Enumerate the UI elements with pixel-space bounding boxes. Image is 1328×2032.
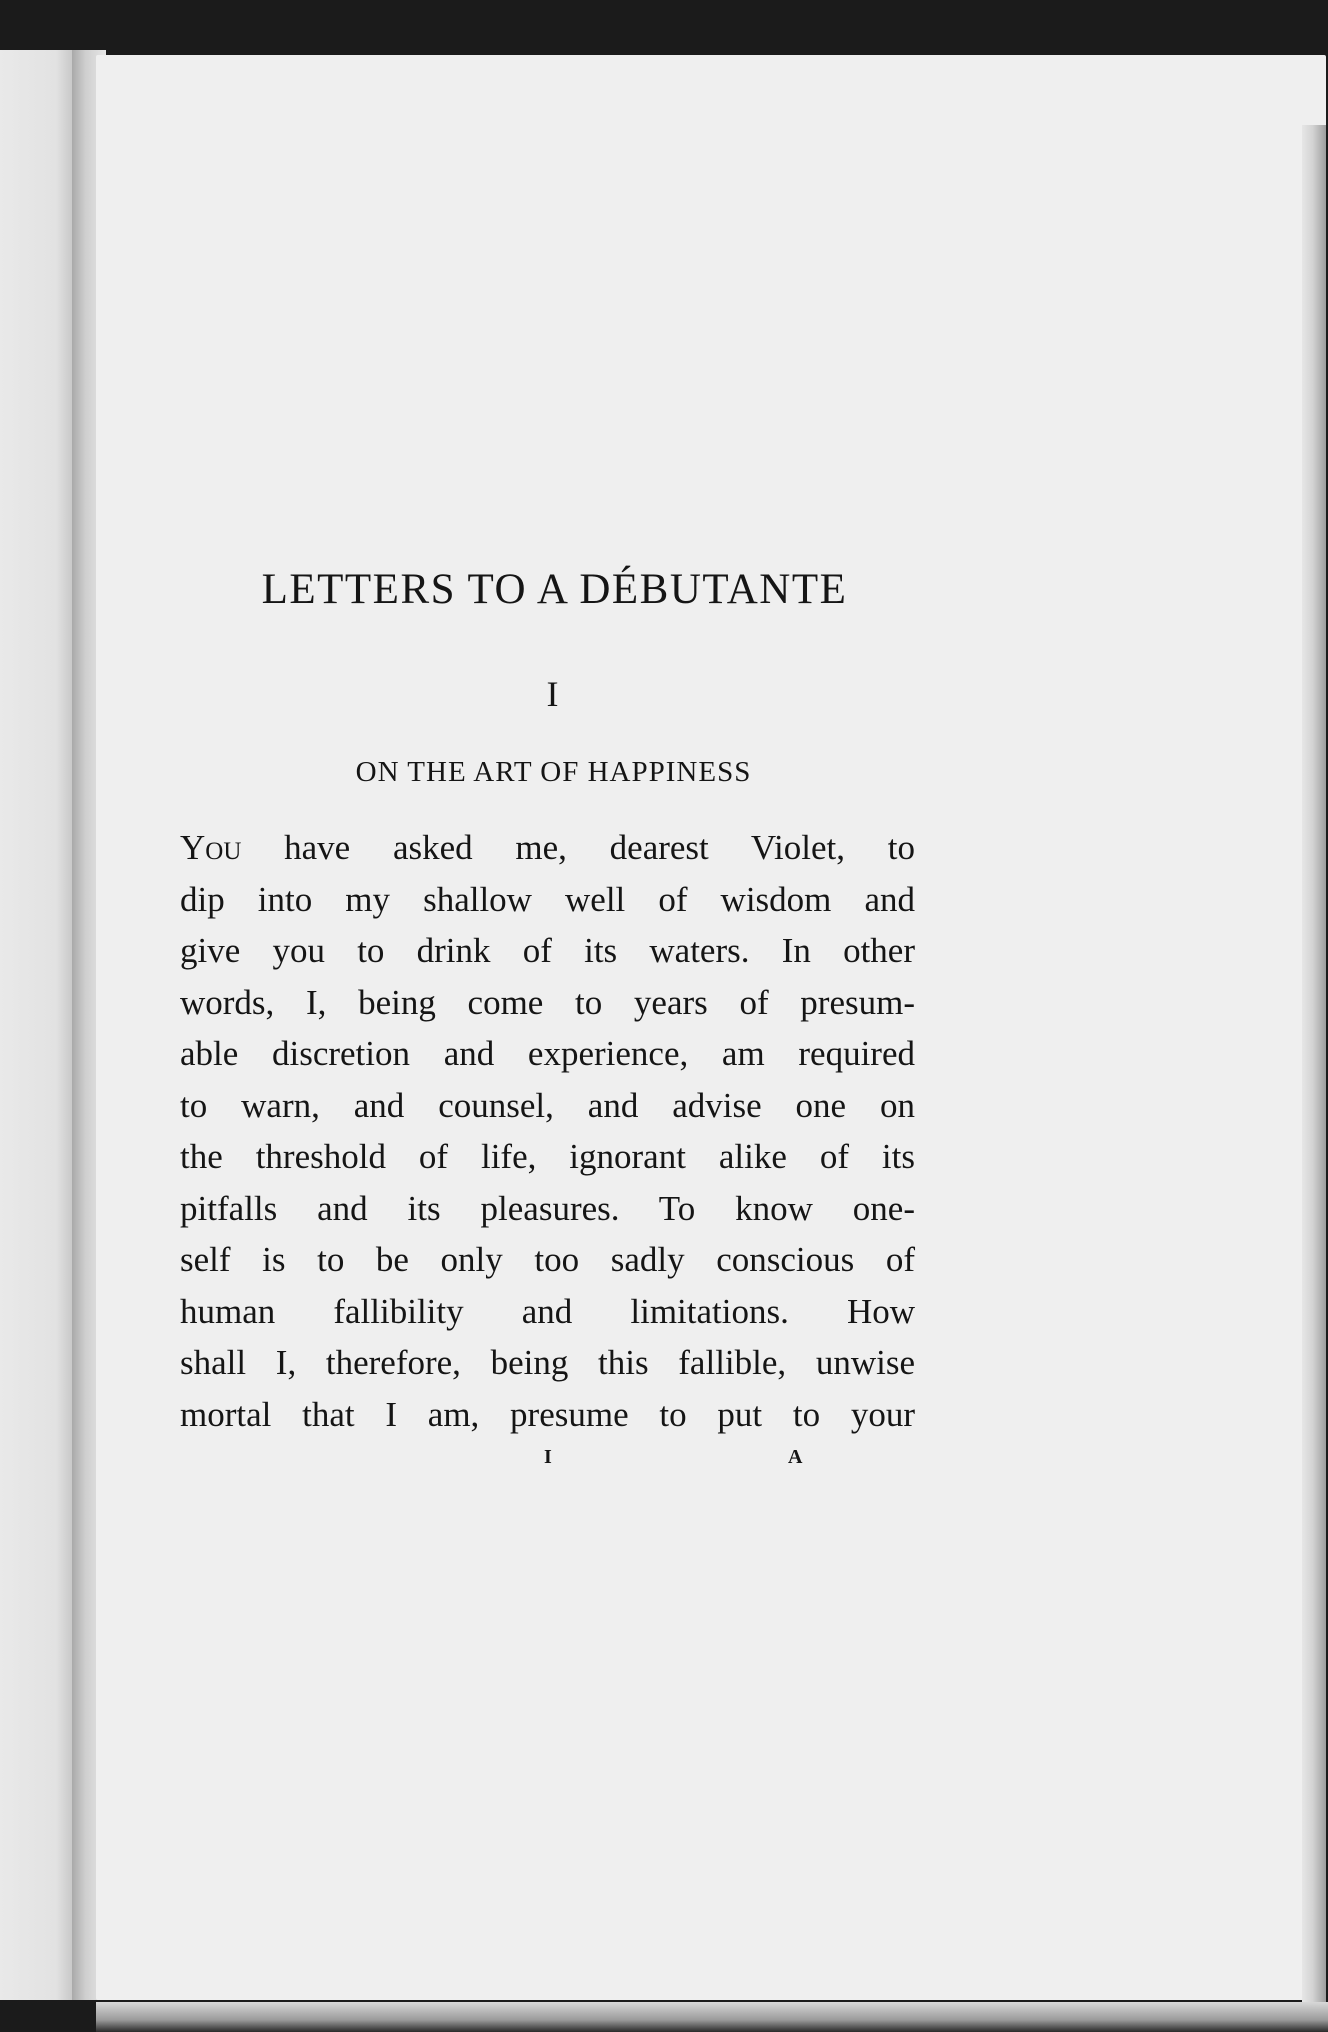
text-line: shall I, therefore, being this fallible, unwise [180,1343,915,1382]
left-page-edge [0,50,80,2000]
lead-word: You [180,828,242,867]
page-fore-edge [1302,125,1326,2032]
text-line: self is to be only too sadly conscious of [180,1240,915,1279]
page-footer [180,1446,915,1482]
text-line: to warn, and counsel, and advise one on [180,1085,915,1125]
page-bottom-edge [96,2002,1328,2032]
book-title: LETTERS TO A DÉBUTANTE [261,566,848,613]
text-line: able discretion and experience, am required [180,1034,915,1073]
text-line: pitfalls and its pleasures. To know one- [180,1188,915,1228]
chapter-number: I [546,674,559,714]
text-line: the threshold of life, ignorant alike of its [180,1137,915,1176]
chapter-title: ON THE ART OF HAPPINESS [355,756,752,788]
text-line: words, I, being come to years of presum- [180,982,915,1022]
text-line: dip into my shallow well of wisdom and [180,879,915,919]
text-line: human fallibility and limitations. How [180,1291,915,1331]
body-text [180,822,915,1440]
page-number: I [544,1446,552,1468]
signature-mark: A [788,1446,803,1468]
page-text-block [180,560,915,1482]
text-line: give you to drink of its waters. In other [180,931,915,970]
first-line-text: have asked me, dearest Violet, to [284,828,915,867]
text-line [180,822,915,874]
text-line: mortal that I am, presume to put to your [180,1394,915,1434]
